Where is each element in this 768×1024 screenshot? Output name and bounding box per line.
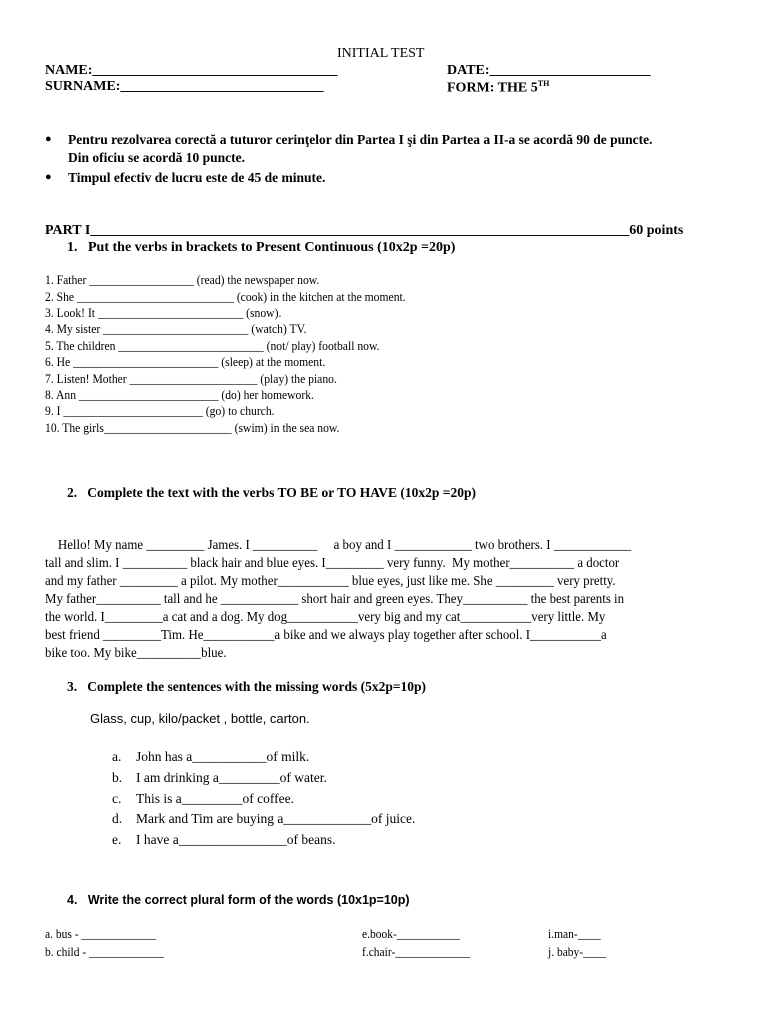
- form-text: FORM: THE 5: [447, 80, 538, 96]
- ex2-line[interactable]: bike too. My bike__________blue.: [45, 645, 227, 660]
- ex1-item[interactable]: 6. He _________________________ (sleep) at the moment.: [45, 355, 326, 369]
- instruction-bonus: Din oficiu se acordă 10 puncte.: [68, 150, 245, 165]
- ex1-item[interactable]: 8. Ann ________________________ (do) her homework.: [45, 388, 314, 402]
- ex2-line[interactable]: tall and slim. I __________ black hair and blue eyes. I_________ very funny. My mother__________ a doctor: [45, 555, 620, 570]
- ex4-item[interactable]: j. baby-____: [548, 945, 607, 959]
- date-field[interactable]: DATE:_______________________: [447, 63, 651, 78]
- ex1-item[interactable]: 2. She ___________________________ (cook) in the kitchen at the moment.: [45, 290, 406, 304]
- ex1-item[interactable]: 4. My sister _________________________ (watch) TV.: [45, 322, 307, 336]
- part1-heading: PART I_____________________________________________________________________________60 points: [45, 223, 684, 238]
- ex1-item[interactable]: 7. Listen! Mother ______________________ (play) the piano.: [45, 372, 337, 386]
- ex3-item[interactable]: Mark and Tim are buying a_____________of juice.: [136, 811, 416, 826]
- ex1-title: 1. Put the verbs in brackets to Present Continuous (10x2p =20p): [67, 240, 456, 255]
- ex4-item[interactable]: e.book-___________: [362, 927, 461, 941]
- name-field[interactable]: NAME:___________________________________: [45, 63, 338, 78]
- ex3-item-letter: e.: [112, 832, 122, 847]
- ex2-title: 2. Complete the text with the verbs TO BE or TO HAVE (10x2p =20p): [67, 485, 476, 500]
- ex2-line[interactable]: best friend _________Tim. He___________a bike and we always play together after school. I___________a: [45, 627, 607, 642]
- form-superscript: TH: [537, 79, 550, 88]
- ex4-title: 4. Write the correct plural form of the words (10x1p=10p): [67, 893, 410, 907]
- bullet-icon: ●: [45, 133, 52, 145]
- ex3-item-letter: a.: [112, 749, 122, 764]
- ex2-line[interactable]: the world. I_________a cat and a dog. My dog___________very big and my cat___________very little. My: [45, 609, 606, 624]
- ex2-line[interactable]: My father__________ tall and he ____________ short hair and green eyes. They__________ the best parents in: [45, 591, 625, 606]
- ex3-item-letter: c.: [112, 791, 122, 806]
- ex3-item-letter: d.: [112, 811, 123, 826]
- test-title: INITIAL TEST: [337, 46, 425, 61]
- ex4-item[interactable]: f.chair-_____________: [362, 945, 471, 959]
- ex4-item[interactable]: b. child - _____________: [45, 945, 164, 959]
- ex1-item[interactable]: 3. Look! It _________________________ (snow).: [45, 306, 282, 320]
- ex3-word-bank: Glass, cup, kilo/packet , bottle, carton.: [90, 711, 310, 726]
- bullet-icon: ●: [45, 171, 52, 183]
- ex2-line[interactable]: and my father _________ a pilot. My mother___________ blue eyes, just like me. She _________ very pretty.: [45, 573, 616, 588]
- ex1-item[interactable]: 10. The girls______________________ (swim) in the sea now.: [45, 421, 340, 435]
- ex3-item[interactable]: This is a_________of coffee.: [136, 791, 294, 806]
- instruction-time: Timpul efectiv de lucru este de 45 de minute.: [68, 170, 326, 185]
- ex4-item[interactable]: i.man-____: [548, 927, 601, 941]
- ex4-item[interactable]: a. bus - _____________: [45, 927, 157, 941]
- ex1-item[interactable]: 9. I ________________________ (go) to church.: [45, 404, 275, 418]
- ex1-item[interactable]: 5. The children _________________________ (not/ play) football now.: [45, 339, 380, 353]
- instruction-points: Pentru rezolvarea corectă a tuturor cerinţelor din Partea I şi din Partea a II-a se acordă 90 de puncte.: [68, 132, 653, 147]
- surname-field[interactable]: SURNAME:_____________________________: [45, 79, 324, 94]
- ex3-item[interactable]: I have a________________of beans.: [136, 832, 336, 847]
- ex3-item-letter: b.: [112, 770, 123, 785]
- ex3-title: 3. Complete the sentences with the missing words (5x2p=10p): [67, 679, 427, 694]
- ex2-text[interactable]: [45, 518, 685, 680]
- form-label: [447, 79, 549, 97]
- ex2-line[interactable]: Hello! My name _________ James. I __________ a boy and I ____________ two brothers. I ____________: [45, 537, 632, 552]
- ex3-item[interactable]: John has a___________of milk.: [136, 749, 310, 764]
- ex1-item[interactable]: 1. Father __________________ (read) the newspaper now.: [45, 273, 320, 287]
- ex3-item[interactable]: I am drinking a_________of water.: [136, 770, 327, 785]
